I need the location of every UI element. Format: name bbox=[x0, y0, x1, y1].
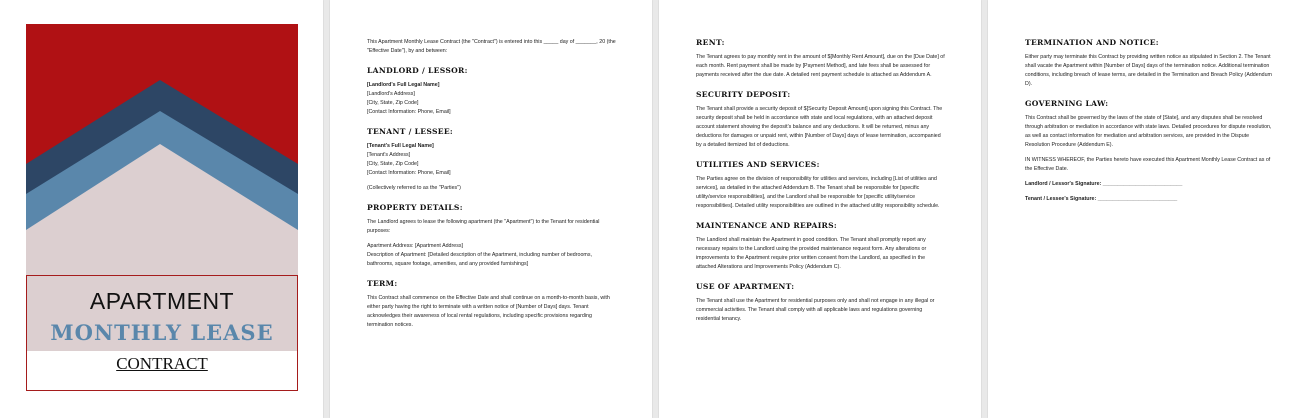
landlord-heading: LANDLORD / LESSOR: bbox=[367, 66, 468, 75]
rent-heading: RENT: bbox=[696, 38, 725, 47]
tenant-heading: TENANT / LESSEE: bbox=[367, 127, 454, 136]
cover-page bbox=[0, 0, 323, 418]
deposit-paragraph: The Tenant shall provide a security deposit of $[Security Deposit Amount] upon signing this Contract. The security deposit shall be held in accordance with state and local regulations, with an attached deposit account statement showing the deposit's balance and any deductions. It will be returned, minus any deductions for damages or unpaid rent, within [Number of Days] days of lease termination, accompanied by a detailed itemized list of deductions. bbox=[696, 106, 943, 148]
rent-paragraph: The Tenant agrees to pay monthly rent in the amount of $[Monthly Rent Amount], due on the [Due Date] of each month. Rent payment shall be made by [Payment Method], and late fees shall be assessed for payments received after the due date. A detailed rent payment schedule is attached as Addendum A. bbox=[696, 54, 945, 78]
utilities-heading: UTILITIES AND SERVICES: bbox=[696, 160, 820, 169]
use-heading: USE OF APARTMENT: bbox=[696, 282, 795, 291]
apartment-address: Apartment Address: [Apartment Address] bbox=[367, 243, 463, 249]
parties-note: (Collectively referred to as the "Parties") bbox=[367, 185, 461, 191]
tenant-line: [Contact Information: Phone, Email] bbox=[367, 170, 451, 176]
landlord-line: [Landlord's Address] bbox=[367, 91, 415, 97]
landlord-line: [City, State, Zip Code] bbox=[367, 100, 419, 106]
cover-title-line1: APARTMENT bbox=[89, 288, 235, 314]
termination-heading: TERMINATION AND NOTICE: bbox=[1025, 38, 1159, 47]
term-paragraph: This Contract shall commence on the Effective Date and shall continue on a month-to-month basis, with either party having the right to terminate with a written notice of [Number of Days] days. Tenant acknowledges their awareness of local rental regulations, including specific provisions regarding termination notices. bbox=[367, 295, 610, 328]
landlord-line: [Contact Information: Phone, Email] bbox=[367, 109, 451, 115]
governing-law-heading: GOVERNING LAW: bbox=[1025, 99, 1109, 108]
termination-paragraph: Either party may terminate this Contract by providing written notice as stipulated in Section 2. The Tenant shall vacate the Apartment within [Number of Days] days of the termination notice. Additional termination conditions, including breach of lease terms, are detailed in the Termination and Breach Policy (Addendum D). bbox=[1025, 54, 1272, 87]
property-paragraph: The Landlord agrees to lease the following apartment (the "Apartment") to the Tenant for residential purposes: bbox=[367, 219, 600, 234]
page-2-content bbox=[367, 38, 617, 330]
tenant-line: [City, State, Zip Code] bbox=[367, 161, 419, 167]
witness-paragraph: IN WITNESS WHEREOF, the Parties hereto have executed this Apartment Monthly Lease Contract as of the Effective Date. bbox=[1025, 157, 1271, 172]
utilities-paragraph: The Parties agree on the division of responsibility for utilities and services, including [List of utilities and services], as detailed in the attached Addendum B. The Tenant shall be responsible for [specific utility/service responsibilities], and the Landlord shall be responsible for [specific utility/service responsibilities]. Detailed utility responsibilities are outlined in the attached utility responsibility schedule. bbox=[696, 176, 940, 209]
apartment-description: Description of Apartment: [Detailed description of the Apartment, including number of bedrooms, bathrooms, square footage, amenities, and any provided furnishings] bbox=[367, 252, 592, 267]
document-page-4 bbox=[988, 0, 1310, 418]
tenant-line: [Tenant's Address] bbox=[367, 152, 411, 158]
cover-title-line2: MONTHLY LEASE bbox=[50, 320, 274, 345]
maintenance-paragraph: The Landlord shall maintain the Apartment in good condition. The Tenant shall promptly report any necessary repairs to the Landlord using the provided maintenance request form. Any alterations or improvements to the Apartment require prior written consent from the Landlord, as specified in the attached Alterations and Improvements Policy (Addendum C). bbox=[696, 237, 927, 270]
term-heading: TERM: bbox=[367, 279, 398, 288]
page-3-content bbox=[696, 38, 946, 324]
landlord-signature-line: Landlord / Lessor's Signature: ___________________________ bbox=[1025, 181, 1183, 187]
cover-title-line3: CONTRACT bbox=[116, 354, 208, 373]
cover-chevron-graphic bbox=[26, 24, 298, 276]
page-4-content bbox=[1025, 38, 1275, 204]
landlord-line: [Landlord's Full Legal Name] bbox=[367, 82, 440, 88]
governing-law-paragraph: This Contract shall be governed by the laws of the state of [State], and any disputes shall be resolved through arbitration or mediation in accordance with state laws. Detailed procedures for dispute resolution, as well as contact information for mediation and arbitration services, are provided in the Dispute Resolution Procedure (Addendum E). bbox=[1025, 115, 1272, 148]
maintenance-heading: MAINTENANCE AND REPAIRS: bbox=[696, 221, 838, 230]
cover-title-box bbox=[26, 275, 298, 391]
intro-paragraph: This Apartment Monthly Lease Contract (the "Contract") is entered into this _____ day of _______, 20 (the "Effective Date"), by and between: bbox=[367, 39, 616, 54]
deposit-heading: SECURITY DEPOSIT: bbox=[696, 90, 791, 99]
property-heading: PROPERTY DETAILS: bbox=[367, 203, 463, 212]
use-paragraph: The Tenant shall use the Apartment for residential purposes only and shall not engage in any illegal or commercial activities. The Tenant shall comply with all applicable laws and regulations governing residential tenancy. bbox=[696, 298, 935, 322]
document-page-3 bbox=[659, 0, 981, 418]
tenant-signature-line: Tenant / Lessee's Signature: ___________________________ bbox=[1025, 196, 1178, 202]
tenant-line: [Tenant's Full Legal Name] bbox=[367, 143, 434, 149]
document-page-2 bbox=[330, 0, 652, 418]
